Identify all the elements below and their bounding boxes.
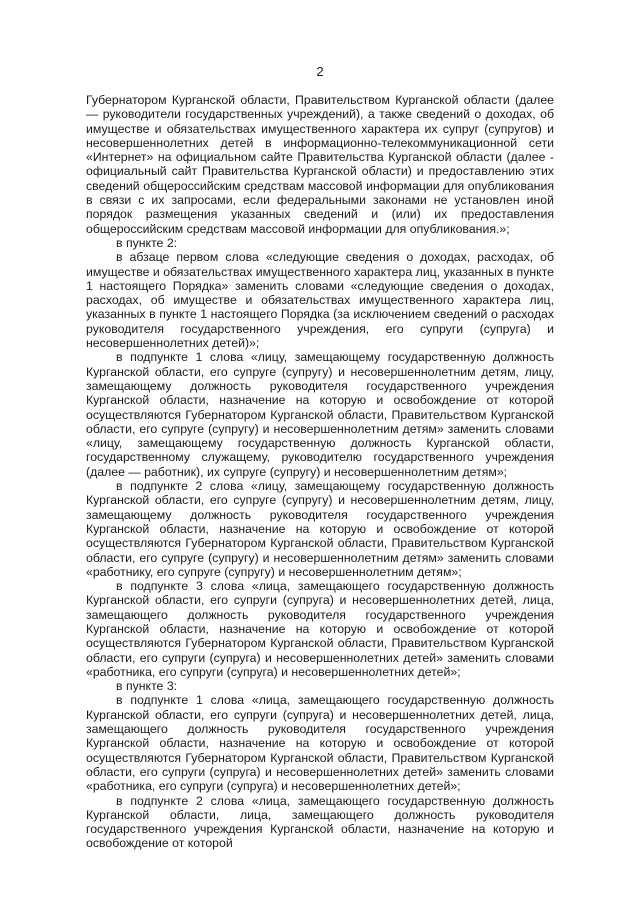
paragraph-item-3-subitem-1: в подпункте 1 слова «лица, замещающего государственную должность Курганской области, его супруги (супруга) и несовершеннолетних детей, лица, замещающего должность руководителя государственного учреждения Курганской области, назначение на которую и освобождение от которой осуществляются Губернатором Курганской области, Правительством Курганской области, его супруги (супруга) и несовершеннолетних детей» заменить словами «работника, его супруги (супруга) и несовершеннолетних детей»; <box>86 693 554 794</box>
paragraph-continuation: Губернатором Курганской области, Правительством Курганской области (далее — руководители государственных учреждений), а также сведений о доходах, об имуществе и обязательствах имущественного характера их супруг (супругов) и несовершеннолетних детей в информационно-телекоммуникационной сети «Интернет» на официальном сайте Правительства Курганской области (далее - официальный сайт Правительства Курганской области) и предоставлению этих сведений общероссийским средствам массовой информации для опубликования в связи с их запросами, если федеральными законами не установлен иной порядок размещения указанных сведений и (или) их предоставления общероссийским средствам массовой информации для опубликования.»; <box>86 93 554 236</box>
paragraph-item-2-subitem-2: в подпункте 2 слова «лицу, замещающему государственную должность Курганской области, его супруге (супругу) и несовершеннолетним детям, лицу, замещающему должность руководителя государственного учреждения Курганской области, назначение на которую и освобождение от которой осуществляются Губернатором Курганской области, Правительством Курганской области, его супруге (супругу) и несовершеннолетним детям» заменить словами «работнику, его супруге (супругу) и несовершеннолетним детям»; <box>86 479 554 579</box>
paragraph-item-2-subitem-3: в подпункте 3 слова «лица, замещающего государственную должность Курганской области, его супруги (супруга) и несовершеннолетних детей, лица, замещающего должность руководителя государственного учреждения Курганской области, назначение на которую и освобождение от которой осуществляются Губернатором Курганской области, Правительством Курганской области, его супруги (супруга) и несовершеннолетних детей» заменить словами «работника, его супруги (супруга) и несовершеннолетних детей»; <box>86 579 554 679</box>
paragraph-item-3-subitem-2: в подпункте 2 слова «лица, замещающего государственную должность Курганской области, лица, замещающего должность руководителя государственного учреждения Курганской области, назначение на которую и освобождение от которой <box>86 793 554 851</box>
paragraph-item-2-subitem-1: в подпункте 1 слова «лицу, замещающему государственную должность Курганской области, его супруге (супругу) и несовершеннолетним детям, лицу, замещающему должность руководителя государственного учреждения Курганской области, назначение на которую и освобождение от которой осуществляются Губернатором Курганской области, Правительством Курганской области, его супруге (супругу) и несовершеннолетним детям» заменить словами «лицу, замещающему государственную должность Курганской области, государственному служащему, руководителю государственного учреждения (далее — работник), их супруге (супругу) и несовершеннолетним детям»; <box>86 350 554 479</box>
document-body <box>86 93 554 851</box>
paragraph-item-3-heading: в пункте 3: <box>116 679 178 694</box>
paragraph-item-2-first-abzac: в абзаце первом слова «следующие сведения о доходах, расходах, об имуществе и обязательствах имущественного характера лиц, указанных в пункте 1 настоящего Порядка» заменить словами «следующие сведения о доходах, расходах, об имуществе и обязательствах имущественного характера лиц, указанных в пункте 1 настоящего Порядка (за исключением сведений о расходах руководителя государственного учреждения, его супруги (супруга) и несовершеннолетних детей)»; <box>86 250 554 351</box>
paragraph-item-2-heading: в пункте 2: <box>116 235 178 250</box>
page-number: 2 <box>316 64 324 79</box>
